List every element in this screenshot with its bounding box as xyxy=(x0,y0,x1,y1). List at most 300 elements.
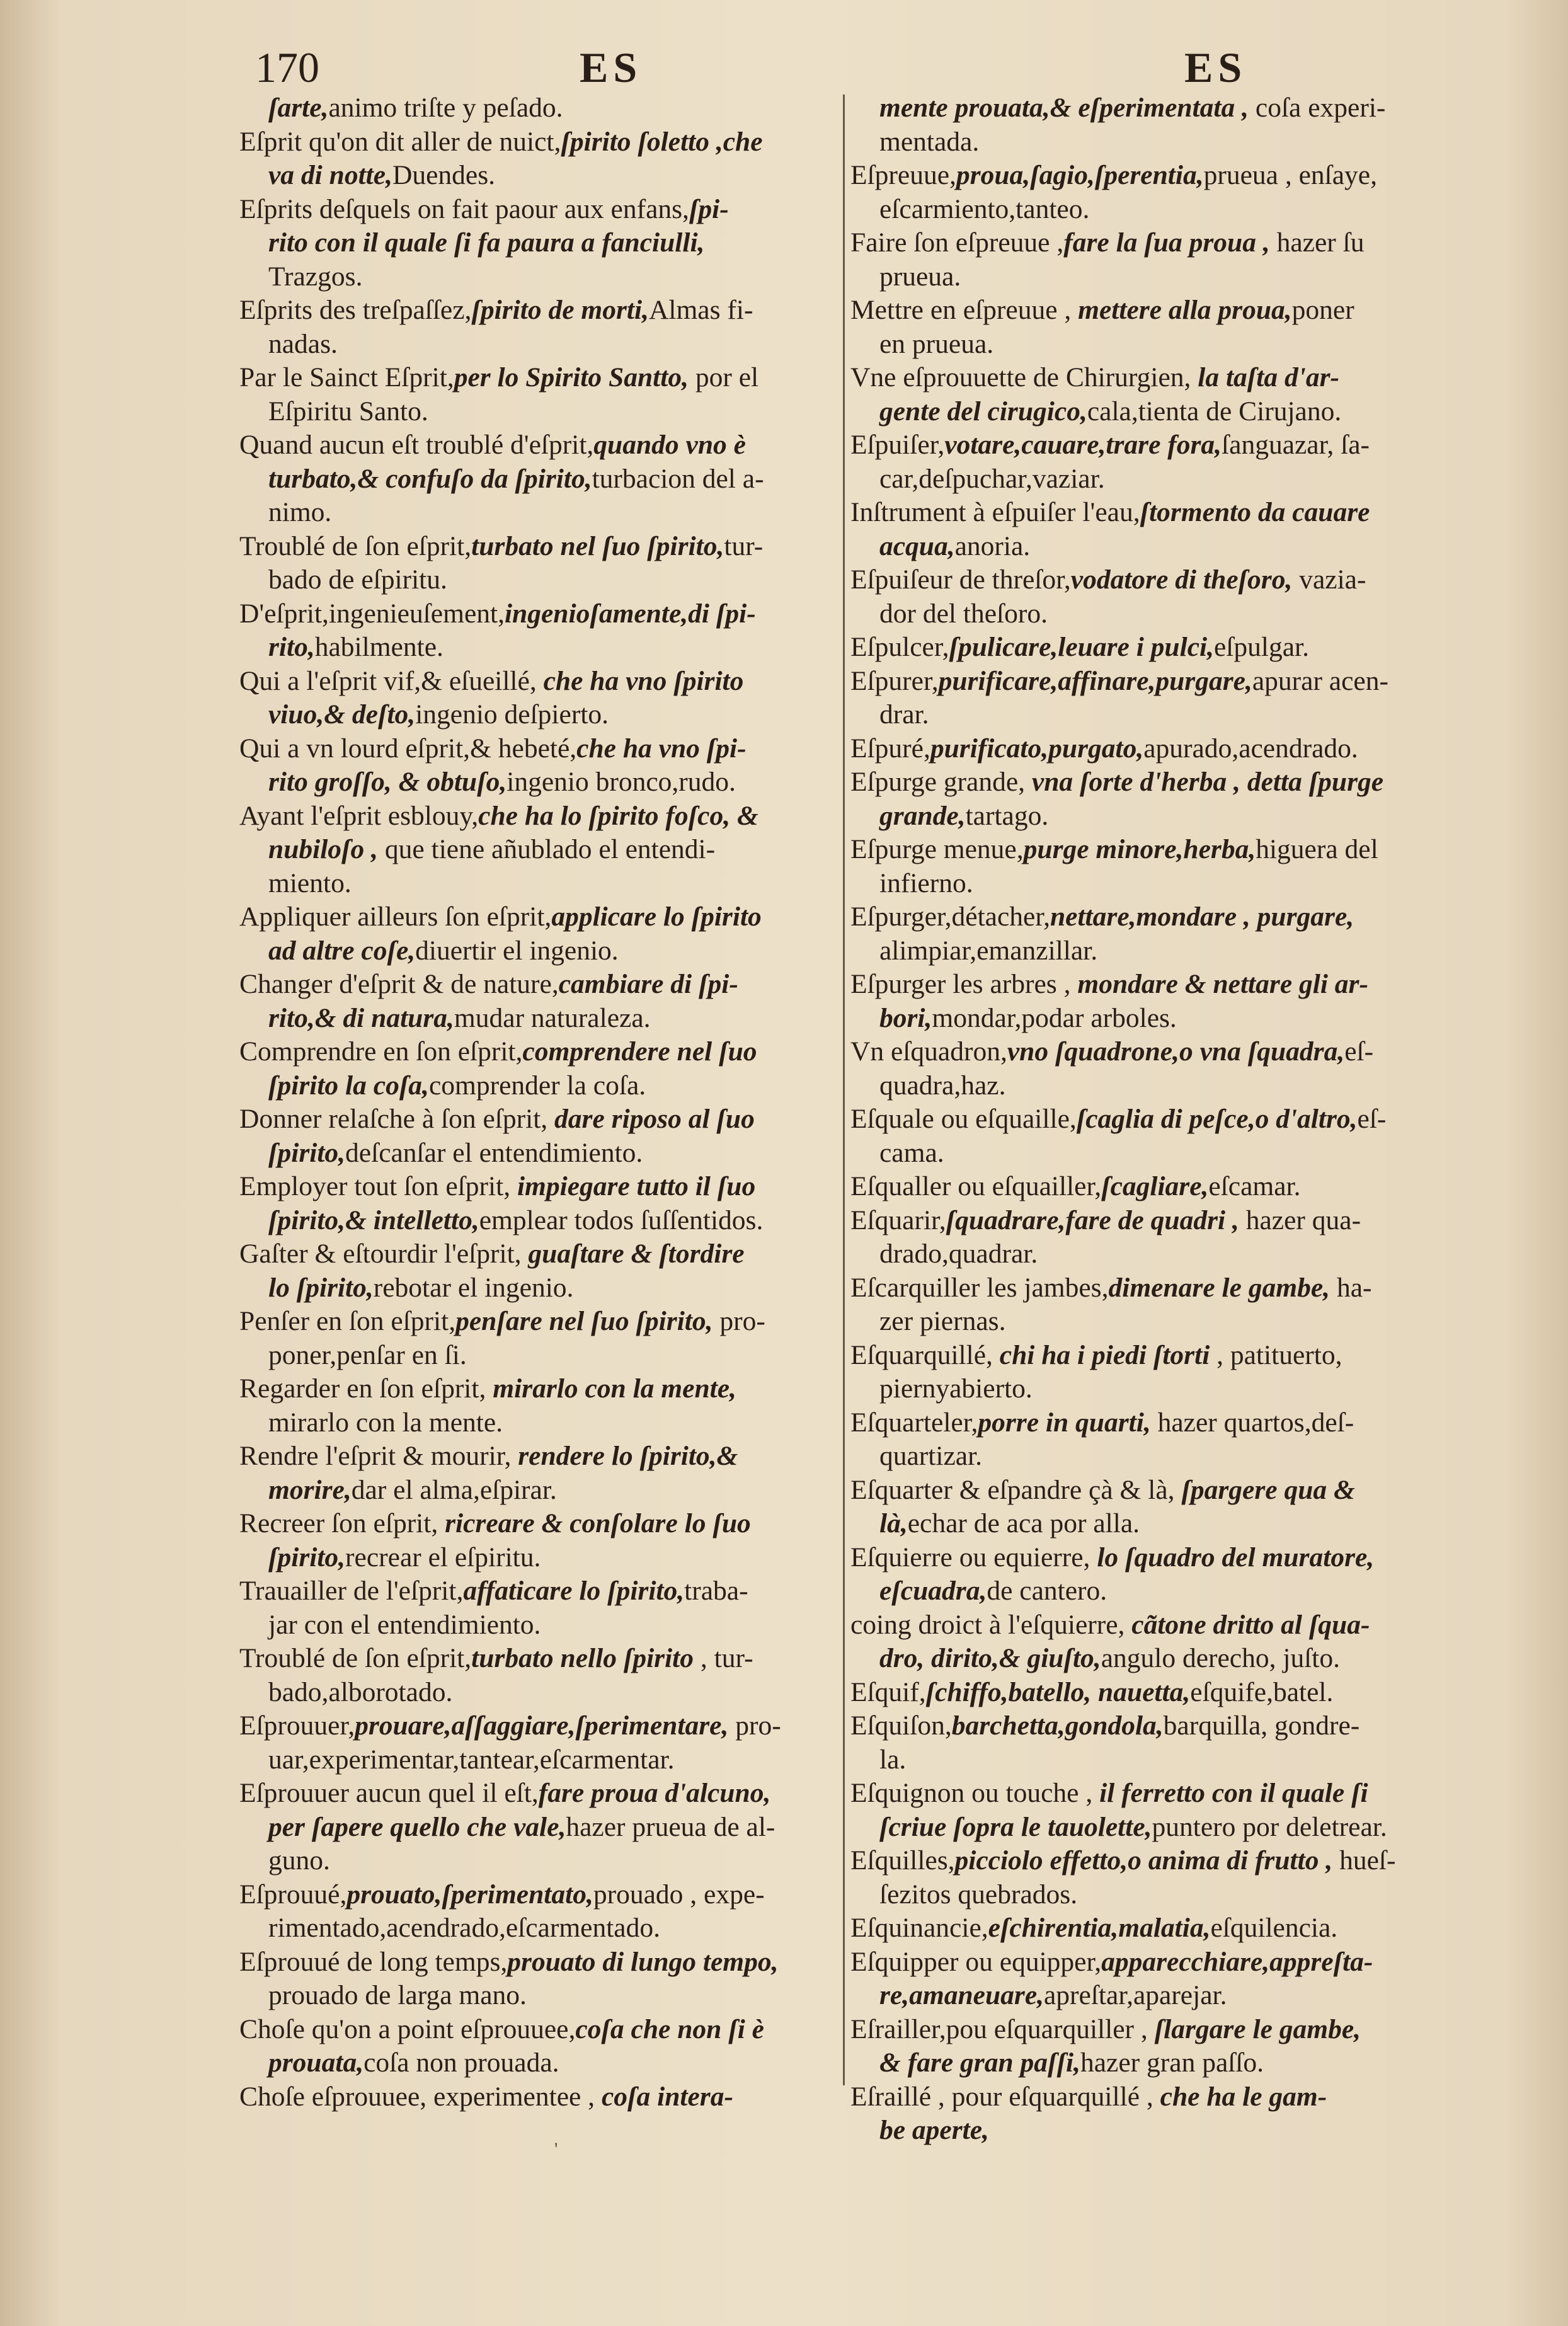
text-segment: apurar acen- xyxy=(1252,665,1388,696)
text-segment: Trauailler de l'eſprit, xyxy=(239,1576,464,1606)
italian-gloss: purificato,purgato, xyxy=(930,733,1144,764)
text-segment: eſcarmiento,tanteo. xyxy=(879,193,1090,224)
continuation-line xyxy=(239,159,849,193)
italian-gloss: ſlargare le gambe, xyxy=(1154,2014,1361,2044)
continuation-line xyxy=(239,1339,849,1373)
continuation-line xyxy=(239,1608,849,1642)
italian-gloss: ſarte, xyxy=(268,93,329,123)
text-segment: Gaſter & eſtourdir l'eſprit, xyxy=(239,1239,529,1269)
italian-gloss: ſcriue ſopra le tauolette, xyxy=(879,1811,1152,1842)
entry-line xyxy=(239,1170,849,1204)
italian-gloss: che ha vno ſpirito xyxy=(543,665,744,696)
text-segment: Inſtrument à eſpuiſer l'eau, xyxy=(850,497,1140,527)
italian-gloss: purge minore,herba, xyxy=(1023,834,1256,864)
entry-line xyxy=(239,428,849,462)
entry-line xyxy=(239,1507,849,1541)
text-segment: Eſprouuer, xyxy=(239,1710,355,1741)
text-segment: Eſpreuue, xyxy=(850,160,956,190)
entry-line xyxy=(850,563,1462,597)
text-segment: Eſprouué de long temps, xyxy=(239,1946,508,1977)
text-segment: eſcamar. xyxy=(1208,1171,1301,1201)
continuation-line xyxy=(239,1002,849,1036)
italian-gloss: prouata, xyxy=(268,2048,364,2078)
text-segment: ingenio deſpierto. xyxy=(415,699,609,730)
italian-gloss: & fare gran paſſi, xyxy=(879,2048,1080,2078)
italian-gloss: va di notte, xyxy=(268,160,392,190)
continuation-line xyxy=(239,631,849,665)
entry-line xyxy=(239,1945,849,1979)
text-segment: eſ- xyxy=(1357,1104,1387,1134)
continuation-line xyxy=(850,867,1462,901)
continuation-line xyxy=(850,1069,1462,1103)
italian-gloss: la taſta d'ar- xyxy=(1198,362,1339,392)
text-segment: Eſpulcer, xyxy=(850,632,949,662)
continuation-line xyxy=(239,1979,849,2013)
continuation-line xyxy=(850,125,1462,159)
entry-line xyxy=(850,428,1462,462)
text-segment: hazer ſu xyxy=(1269,227,1365,258)
italian-gloss: che ha lo ſpirito foſco, & xyxy=(478,800,758,831)
italian-gloss: purificare,affinare,purgare, xyxy=(938,665,1252,696)
text-segment: Eſquif, xyxy=(850,1676,926,1707)
entry-line xyxy=(239,193,849,227)
text-segment: vazia- xyxy=(1292,564,1366,595)
italian-gloss: cãtone dritto al ſqua- xyxy=(1131,1609,1370,1640)
italian-gloss: penſare nel ſuo ſpirito, xyxy=(455,1306,713,1336)
continuation-line xyxy=(850,91,1462,125)
entry-line xyxy=(850,1541,1462,1575)
text-segment: puntero por deletrear. xyxy=(1152,1811,1387,1842)
text-segment: Eſraillé , pour eſquarquillé , xyxy=(850,2081,1160,2112)
entry-line xyxy=(850,968,1462,1002)
italian-gloss: turbato,& confuſo da ſpirito, xyxy=(268,463,592,494)
text-segment: ſezitos quebrados. xyxy=(879,1879,1078,1910)
text-segment: eſquife,batel. xyxy=(1190,1676,1334,1707)
text-segment: anoria. xyxy=(954,530,1031,561)
continuation-line xyxy=(850,1305,1462,1339)
text-segment: Eſprouué, xyxy=(239,1879,347,1910)
continuation-line xyxy=(239,765,849,799)
italian-gloss: ſchiffo,batello, nauetta, xyxy=(925,1676,1191,1707)
italian-gloss: acqua, xyxy=(879,530,955,561)
text-segment: Eſqualler ou eſquailler, xyxy=(850,1171,1102,1201)
text-segment: Eſquarir, xyxy=(850,1205,946,1235)
italian-gloss: viuo,& deſto, xyxy=(268,699,416,730)
entry-line xyxy=(850,294,1462,328)
left-column xyxy=(239,91,849,2114)
entry-line xyxy=(850,1339,1462,1373)
entry-line xyxy=(239,1305,849,1339)
text-segment: Eſquarquillé, xyxy=(850,1339,1000,1370)
entry-line xyxy=(239,2080,849,2114)
text-segment: poner,penſar en ſi. xyxy=(268,1339,467,1370)
text-segment: ingenio bronco,rudo. xyxy=(506,767,736,797)
text-segment: mondar,podar arboles. xyxy=(932,1002,1177,1033)
text-segment: por el xyxy=(688,362,759,392)
text-segment: barquilla, gondre- xyxy=(1163,1710,1360,1741)
text-segment: nimo. xyxy=(268,497,332,527)
continuation-line xyxy=(850,1743,1462,1777)
running-head-left: ES xyxy=(580,43,643,91)
entry-line xyxy=(239,900,849,934)
text-segment: dar el alma,eſpirar. xyxy=(351,1474,557,1505)
italian-gloss: ricreare & conſolare lo ſuo xyxy=(445,1508,751,1538)
text-segment: cala,tienta de Cirujano. xyxy=(1087,396,1342,427)
text-segment: apurado,acendrado. xyxy=(1143,733,1358,764)
continuation-line xyxy=(850,2046,1462,2080)
continuation-line xyxy=(850,1002,1462,1036)
text-segment: eſpulgar. xyxy=(1213,632,1309,662)
continuation-line xyxy=(850,1372,1462,1406)
text-segment: coſa experi- xyxy=(1249,93,1386,123)
italian-gloss: ſpirito la coſa, xyxy=(268,1070,429,1101)
continuation-line xyxy=(850,597,1462,631)
text-segment: , patituerto, xyxy=(1210,1339,1342,1370)
text-segment: Troublé de ſon eſprit, xyxy=(239,1643,472,1673)
italian-gloss: ſtormento da cauare xyxy=(1140,497,1370,527)
text-segment: eſ- xyxy=(1344,1036,1374,1067)
text-segment: car,deſpuchar,vaziar. xyxy=(879,463,1105,494)
continuation-line xyxy=(239,1271,849,1305)
text-segment: la. xyxy=(879,1744,907,1775)
entry-line xyxy=(850,1474,1462,1508)
italian-gloss: porre in quarti, xyxy=(978,1407,1151,1438)
italian-gloss: bori, xyxy=(879,1002,932,1033)
text-segment: Employer tout ſon eſprit, xyxy=(239,1171,517,1201)
text-segment: en prueua. xyxy=(879,328,994,359)
text-segment: Eſquipper ou equipper, xyxy=(850,1946,1102,1977)
entry-line xyxy=(850,1035,1462,1069)
entry-line xyxy=(850,1676,1462,1710)
italian-gloss: affaticare lo ſpirito, xyxy=(463,1576,685,1606)
text-segment: infierno. xyxy=(879,868,973,898)
text-segment: Comprendre en ſon eſprit, xyxy=(239,1036,523,1067)
text-segment: Eſprit qu'on dit aller de nuict, xyxy=(239,126,561,157)
text-segment: Par le Sainct Eſprit, xyxy=(239,362,454,392)
text-segment: uar,experimentar,tantear,eſcarmentar. xyxy=(268,1744,675,1775)
text-segment: habilmente. xyxy=(314,632,444,662)
text-segment: bado,alborotado. xyxy=(268,1676,453,1707)
text-segment: drado,quadrar. xyxy=(879,1239,1038,1269)
continuation-line xyxy=(239,1911,849,1945)
text-segment: jar con el entendimiento. xyxy=(268,1609,541,1640)
text-segment: Choſe qu'on a point eſprouuee, xyxy=(239,2014,576,2044)
continuation-line xyxy=(239,1743,849,1777)
italian-gloss: rendere lo ſpirito,& xyxy=(518,1441,738,1471)
text-segment: Choſe eſprouuee, experimentee , xyxy=(239,2081,602,2112)
italian-gloss: ſcaglia di peſce,o d'altro, xyxy=(1076,1104,1358,1134)
text-segment: Eſquilles, xyxy=(850,1845,955,1876)
text-segment: angulo derecho, juſto. xyxy=(1101,1643,1340,1673)
text-segment: Eſcarquiller les jambes, xyxy=(850,1272,1109,1303)
text-segment: Eſpurge menue, xyxy=(850,834,1024,864)
entry-line xyxy=(239,665,849,699)
entry-line xyxy=(850,2013,1462,2047)
text-segment: Duendes. xyxy=(392,160,496,190)
text-segment: Eſrailler,pou eſquarquiller , xyxy=(850,2014,1155,2044)
text-segment: ſanguazar, ſa- xyxy=(1222,430,1370,460)
italian-gloss: fare la ſua proua , xyxy=(1063,227,1270,258)
text-segment: Regarder en ſon eſprit, xyxy=(239,1373,493,1404)
italian-gloss: prouato di lungo tempo, xyxy=(507,1946,779,1977)
entry-line xyxy=(850,631,1462,665)
text-segment: coing droict à l'eſquierre, xyxy=(850,1609,1132,1640)
italian-gloss: ſpirito, xyxy=(268,1137,346,1168)
italian-gloss: là, xyxy=(879,1508,908,1538)
continuation-line xyxy=(239,1204,849,1238)
text-segment: mudar naturaleza. xyxy=(454,1002,651,1033)
text-segment: hazer qua- xyxy=(1239,1205,1361,1235)
text-segment: Donner relaſche à ſon eſprit, xyxy=(239,1104,555,1134)
continuation-line xyxy=(239,1676,849,1710)
entry-line xyxy=(850,1911,1462,1945)
entry-line xyxy=(239,1709,849,1743)
text-segment: Qui a l'eſprit vif,& eſueillé, xyxy=(239,665,544,696)
entry-line xyxy=(850,226,1462,260)
continuation-line xyxy=(850,260,1462,294)
text-segment: Penſer en ſon eſprit, xyxy=(239,1306,456,1336)
italian-gloss: grande, xyxy=(879,800,966,831)
text-segment: Eſquierre ou equierre, xyxy=(850,1542,1097,1573)
text-segment: Trazgos. xyxy=(268,261,363,292)
text-segment: Vne eſprouuette de Chirurgien, xyxy=(850,362,1198,392)
italian-gloss: eſcuadra, xyxy=(879,1576,987,1606)
text-segment: higuera del xyxy=(1256,834,1378,864)
italian-gloss: eſchirentia,malatia, xyxy=(988,1913,1211,1943)
continuation-line xyxy=(850,395,1462,429)
continuation-line xyxy=(239,867,849,901)
italian-gloss: ſpirito, xyxy=(268,1542,346,1573)
text-segment: Vn eſquadron, xyxy=(850,1036,1007,1067)
italian-gloss: ſcagliare, xyxy=(1101,1171,1209,1201)
italian-gloss: che ha le gam- xyxy=(1160,2081,1327,2112)
text-segment: rimentado,acendrado,eſcarmentado. xyxy=(268,1913,660,1943)
entry-line xyxy=(239,361,849,395)
continuation-line xyxy=(850,799,1462,834)
continuation-line xyxy=(239,496,849,530)
stray-mark: ' xyxy=(554,2139,558,2160)
italian-gloss: ſpulicare,leuare i pulci, xyxy=(949,632,1214,662)
text-segment: quartizar. xyxy=(879,1441,983,1471)
text-segment: Rendre l'eſprit & mourir, xyxy=(239,1441,518,1471)
continuation-line xyxy=(239,1541,849,1575)
italian-gloss: prouare,aſſaggiare,ſperimentare, xyxy=(355,1710,729,1741)
entry-line xyxy=(850,1844,1462,1878)
italian-gloss: lo ſquadro del muratore, xyxy=(1097,1542,1375,1573)
entry-line xyxy=(239,968,849,1002)
text-segment: de cantero. xyxy=(987,1576,1107,1606)
entry-line xyxy=(850,496,1462,530)
text-segment: Troublé de ſon eſprit, xyxy=(239,530,472,561)
text-segment: tartago. xyxy=(965,800,1049,831)
italian-gloss: ad altre coſe, xyxy=(268,935,416,966)
text-segment: Eſprits des treſpaſſez, xyxy=(239,295,472,325)
entry-line xyxy=(239,799,849,834)
entry-line xyxy=(850,1608,1462,1642)
text-segment: hazer quartos,deſ- xyxy=(1150,1407,1354,1438)
text-segment: dor del theſoro. xyxy=(879,598,1048,629)
italian-gloss: ſpargere qua & xyxy=(1181,1474,1355,1505)
text-segment: Eſpurer, xyxy=(850,665,939,696)
running-head-right: ES xyxy=(1184,43,1247,91)
entry-line xyxy=(239,732,849,766)
text-segment: que tiene añublado el entendi- xyxy=(378,834,716,864)
italian-gloss: gente del cirugico, xyxy=(879,396,1087,427)
entry-line xyxy=(239,1642,849,1676)
italian-gloss: picciolo effetto,o anima di frutto , xyxy=(954,1845,1333,1876)
italian-gloss: rito,& di natura, xyxy=(268,1002,454,1033)
entry-line xyxy=(239,1372,849,1406)
text-segment: Eſpuiſeur de threſor, xyxy=(850,564,1071,595)
entry-line xyxy=(850,361,1462,395)
continuation-line xyxy=(850,1979,1462,2013)
text-segment: miento. xyxy=(268,868,352,898)
text-segment: pro- xyxy=(728,1710,781,1741)
italian-gloss: mente prouata,& eſperimentata , xyxy=(879,93,1249,123)
italian-gloss: ſpi- xyxy=(689,193,729,224)
entry-line xyxy=(239,1035,849,1069)
italian-gloss: turbato nello ſpirito xyxy=(471,1643,694,1673)
continuation-line xyxy=(239,328,849,362)
page-number: 170 xyxy=(255,43,319,91)
continuation-line xyxy=(239,934,849,968)
text-segment: Eſprouuer aucun quel il eſt, xyxy=(239,1778,539,1808)
continuation-line xyxy=(850,934,1462,968)
text-segment: pro- xyxy=(712,1306,765,1336)
text-segment: , tur- xyxy=(694,1643,753,1673)
text-segment: Eſpuré, xyxy=(850,733,930,764)
italian-gloss: per lo Spirito Santto, xyxy=(454,362,689,392)
continuation-line xyxy=(850,1440,1462,1474)
text-segment: prueua , enſaye, xyxy=(1203,160,1377,190)
continuation-line xyxy=(239,1811,849,1845)
text-segment: Mettre en eſpreuue , xyxy=(850,295,1079,325)
entry-line xyxy=(850,159,1462,193)
text-segment: Eſpiritu Santo. xyxy=(268,396,428,427)
text-segment: apreſtar,aparejar. xyxy=(1044,1980,1227,2010)
entry-line xyxy=(850,732,1462,766)
continuation-line xyxy=(239,226,849,260)
continuation-line xyxy=(239,1844,849,1878)
italian-gloss: quando vno è xyxy=(593,430,746,460)
italian-gloss: mondare & nettare gli ar- xyxy=(1077,969,1368,999)
text-segment: hazer prueua de al- xyxy=(566,1811,775,1842)
italian-gloss: prouato,ſperimentato, xyxy=(346,1879,593,1910)
right-column xyxy=(850,91,1462,2148)
entry-line xyxy=(850,2080,1462,2114)
text-segment: prouado de larga mano. xyxy=(268,1980,527,2010)
italian-gloss: chi ha i piedi ſtorti xyxy=(999,1339,1210,1370)
text-segment: ha- xyxy=(1330,1272,1372,1303)
text-segment: Eſpuiſer, xyxy=(850,430,945,460)
continuation-line xyxy=(850,1878,1462,1912)
text-segment: traba- xyxy=(684,1576,748,1606)
continuation-line xyxy=(850,1507,1462,1541)
continuation-line xyxy=(850,1137,1462,1171)
text-segment: tur- xyxy=(724,530,764,561)
italian-gloss: dimenare le gambe, xyxy=(1108,1272,1331,1303)
text-segment: prouado , expe- xyxy=(593,1879,765,1910)
text-segment: nadas. xyxy=(268,328,338,359)
italian-gloss: coſa intera- xyxy=(601,2081,733,2112)
text-segment: piernyabierto. xyxy=(879,1373,1033,1404)
text-segment: prueua. xyxy=(879,261,961,292)
entry-line xyxy=(239,1103,849,1137)
italian-gloss: rito, xyxy=(268,632,315,662)
entry-line xyxy=(239,530,849,564)
italian-gloss: vodatore di theſoro, xyxy=(1070,564,1293,595)
entry-line xyxy=(239,1237,849,1271)
text-segment: echar de aca por alla. xyxy=(907,1508,1140,1538)
italian-gloss: che ha vno ſpi- xyxy=(576,733,747,764)
text-segment: guno. xyxy=(268,1845,330,1876)
italian-gloss: ſpirito ſoletto ,che xyxy=(561,126,763,157)
italian-gloss: proua,ſagio,ſperentia, xyxy=(956,160,1204,190)
continuation-line xyxy=(850,1811,1462,1845)
italian-gloss: ſpirito,& intelletto, xyxy=(268,1205,479,1235)
italian-gloss: mettere alla proua, xyxy=(1078,295,1292,325)
entry-line xyxy=(239,294,849,328)
continuation-line xyxy=(239,2046,849,2080)
text-segment: diuertir el ingenio. xyxy=(415,935,619,966)
entry-line xyxy=(850,1204,1462,1238)
entry-line xyxy=(850,900,1462,934)
continuation-line xyxy=(239,1137,849,1171)
entry-line xyxy=(239,597,849,631)
entry-line xyxy=(850,833,1462,867)
entry-line xyxy=(239,1878,849,1912)
text-segment: Faire ſon eſpreuue , xyxy=(850,227,1064,258)
italian-gloss: ingenioſamente,di ſpi- xyxy=(504,598,756,629)
text-segment: emplear todos ſuſſentidos. xyxy=(479,1205,764,1235)
entry-line xyxy=(850,1945,1462,1979)
text-segment: Eſquarter & eſpandre çà & là, xyxy=(850,1474,1182,1505)
text-segment: hazer gran paſſo. xyxy=(1080,2048,1264,2078)
text-segment: Appliquer ailleurs ſon eſprit, xyxy=(239,902,552,932)
italian-gloss: re,amaneuare, xyxy=(879,1980,1044,2010)
text-segment: Eſprits deſquels on fait paour aux enfans, xyxy=(239,193,689,224)
italian-gloss: vna ſorte d'herba , detta ſpurge xyxy=(1031,767,1384,797)
italian-gloss: votare,cauare,trare fora, xyxy=(944,430,1222,460)
continuation-line xyxy=(239,1406,849,1440)
italian-gloss: apparecchiare,appreſta- xyxy=(1101,1946,1373,1977)
text-segment: animo triſte y peſado. xyxy=(328,93,563,123)
text-segment: Eſpurge grande, xyxy=(850,767,1032,797)
italian-gloss: il ferretto con il quale ſi xyxy=(1099,1778,1368,1808)
text-segment: Eſquale ou eſquaille, xyxy=(850,1104,1077,1134)
continuation-line xyxy=(239,1474,849,1508)
continuation-line xyxy=(239,833,849,867)
entry-line xyxy=(239,2013,849,2047)
italian-gloss: mirarlo con la mente, xyxy=(493,1373,736,1404)
text-segment: Eſquarteler, xyxy=(850,1407,978,1438)
text-segment: mirarlo con la mente. xyxy=(268,1407,503,1438)
entry-line xyxy=(850,1170,1462,1204)
continuation-line xyxy=(239,260,849,294)
italian-gloss: be aperte, xyxy=(879,2115,989,2145)
entry-line xyxy=(239,1440,849,1474)
text-segment: deſcanſar el entendimiento. xyxy=(345,1137,643,1168)
italian-gloss: vno ſquadrone,o vna ſquadra, xyxy=(1007,1036,1345,1067)
text-segment: hueſ- xyxy=(1332,1845,1396,1876)
text-segment: Ayant l'eſprit esblouy, xyxy=(239,800,479,831)
continuation-line xyxy=(239,462,849,496)
italian-gloss: fare proua d'alcuno, xyxy=(538,1778,771,1808)
entry-line xyxy=(850,1103,1462,1137)
text-segment: D'eſprit,ingenieuſement, xyxy=(239,598,505,629)
italian-gloss: rito groſſo, & obtuſo, xyxy=(268,767,507,797)
italian-gloss: applicare lo ſpirito xyxy=(551,902,762,932)
